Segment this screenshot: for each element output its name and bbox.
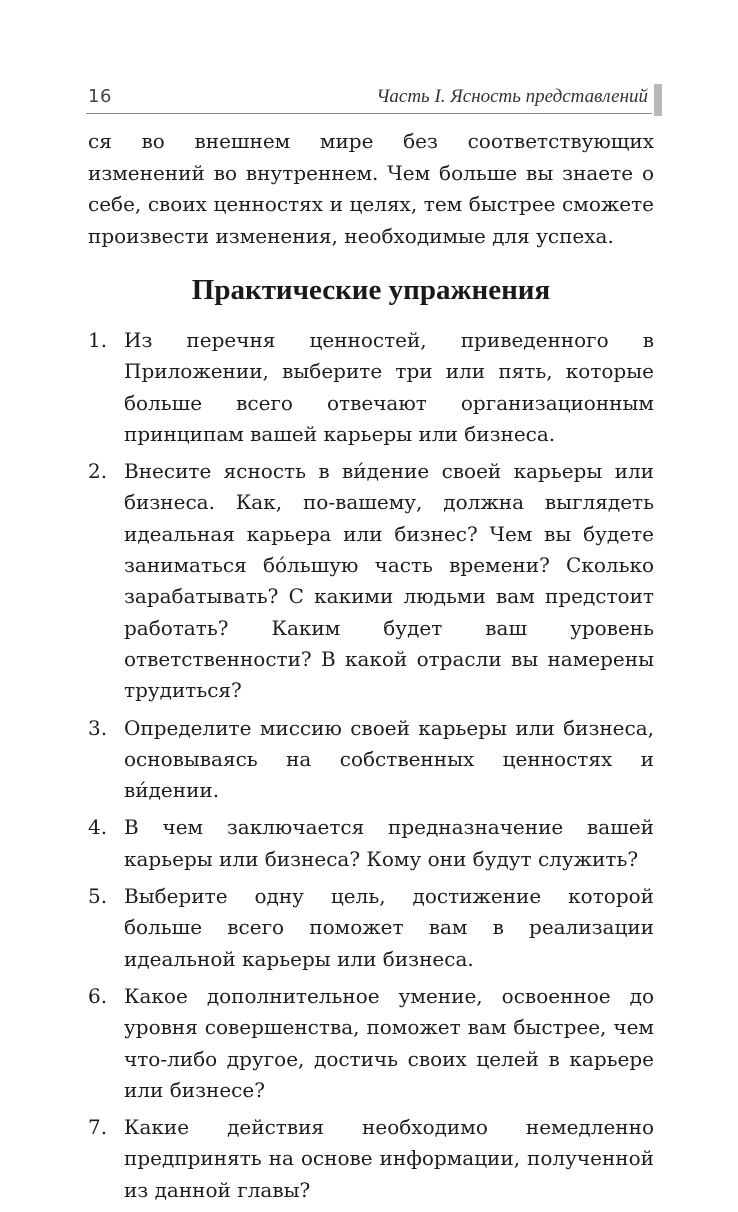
exercise-number: 6.	[88, 983, 108, 1008]
exercise-text: Выберите одну цель, достижение которой больше всего поможет вам в реализации идеальной карьеры или бизнеса.	[124, 884, 654, 971]
page-header	[86, 80, 662, 116]
exercise-text: Определите миссию своей карьеры или бизнеса, основываясь на собственных ценностях и ви́дении.	[124, 715, 654, 803]
exercise-number: 3.	[88, 715, 108, 740]
exercise-item-7	[88, 1112, 654, 1206]
header-bar-marker	[654, 84, 662, 116]
exercise-text: Внесите ясность в ви́дение своей карьеры или бизнеса. Как, по-вашему, должна выглядеть идеальная карьера или бизнес? Чем вы будете заниматься бо́льшую часть времени? Сколько зарабатывать? С какими людьми вам предстоит работать? Каким будет ваш уровень ответственности? В какой отрасли вы намерены трудиться?	[124, 459, 654, 703]
exercise-number: 5.	[88, 884, 108, 909]
exercise-item-3	[88, 713, 654, 807]
running-title: Часть I. Ясность представлений	[376, 86, 648, 107]
exercise-text: Из перечня ценностей, приведенного в Приложении, выберите три или пять, которые больше всего отвечают организационным принципам вашей карьеры или бизнеса.	[124, 328, 654, 446]
exercise-number: 1.	[88, 328, 108, 352]
exercise-item-4	[88, 812, 654, 875]
exercise-item-1	[88, 325, 654, 450]
exercise-text: Какое дополнительное умение, освоенное до уровня совершенства, поможет вам быстрее, чем что-либо другое, достичь своих целей в карьере или бизнесе?	[124, 983, 654, 1102]
exercise-list	[88, 325, 654, 1212]
exercise-text: В чем заключается предназначение вашей карьеры или бизнеса? Кому они будут служить?	[124, 815, 654, 871]
header-rule	[86, 113, 652, 114]
exercise-number: 2.	[88, 459, 108, 484]
section-heading: Практические упражнения	[191, 274, 551, 306]
exercise-item-6	[88, 981, 654, 1106]
intro-paragraph: ся во внешнем мире без соответствующих изменений во внутреннем. Чем больше вы знаете о себе, своих ценностях и целях, тем быстрее сможете произвести изменения, необходимые для успеха.	[88, 129, 654, 248]
exercise-number: 4.	[88, 815, 108, 840]
exercise-item-2	[88, 456, 654, 706]
exercise-text: Какие действия необходимо немедленно предпринять на основе информации, полученной из данной главы?	[124, 1115, 654, 1202]
page-number: 16	[88, 86, 112, 107]
exercise-number: 7.	[88, 1115, 108, 1140]
exercise-item-5	[88, 881, 654, 975]
